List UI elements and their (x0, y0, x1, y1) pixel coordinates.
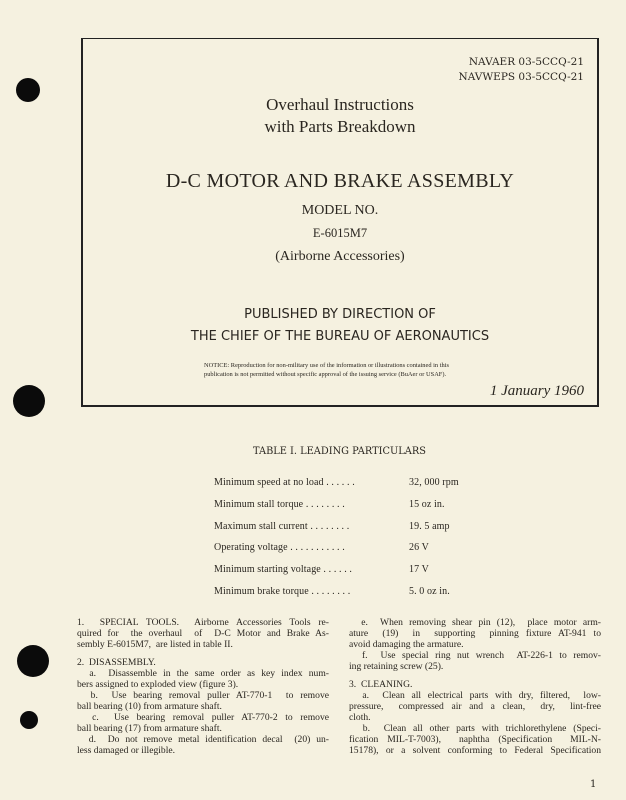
table-row (214, 477, 514, 491)
body-column-left (77, 617, 329, 756)
row-label: Minimum starting voltage . . . . . . (214, 564, 353, 576)
paragraph (77, 690, 329, 712)
authority-line: THE CHIEF OF THE BUREAU OF AERONAUTICS (190, 329, 490, 344)
page-number: 1 (590, 779, 597, 790)
text-line: cloth. (349, 712, 371, 723)
text-line: avoid damaging the armature. (349, 639, 464, 650)
doc-number: NAVWEPS 03-5CCQ-21 (458, 71, 584, 83)
text-line: ing retaining screw (25). (349, 661, 444, 672)
paragraph (77, 668, 329, 690)
paragraph (77, 734, 329, 756)
text-line: b. Clean all other parts with trichlorethylene (Speci- (349, 723, 601, 734)
binder-hole (17, 645, 49, 677)
text-line: ature (19) in supporting pinning fixture AT-941 to (349, 628, 601, 639)
paragraph (77, 712, 329, 734)
table-row (214, 586, 514, 600)
page-title: D-C MOTOR AND BRAKE ASSEMBLY (165, 170, 515, 192)
text-line: f. Use special ring nut wrench AT-226-1 to remov- (349, 650, 602, 661)
text-line: 2. DISASSEMBLY. (77, 657, 156, 668)
text-line: a. Clean all electrical parts with dry, filtered, low- (349, 690, 602, 701)
text-line: d. Do not remove metal identification decal (20) un- (77, 734, 329, 745)
text-line: quired for the overhaul of D-C Motor and Brake As- (77, 628, 329, 639)
subtitle-line: Overhaul Instructions (266, 95, 414, 114)
manufacturer: (Airborne Accessories) (275, 249, 405, 264)
text-line: pressure, compressed air and a clean, dry, lint-free (349, 701, 601, 712)
text-line: sembly E-6015M7, are listed in table II. (77, 639, 233, 650)
text-line: 3. CLEANING. (349, 679, 413, 690)
table-row (214, 564, 514, 578)
table-title: TABLE I. LEADING PARTICULARS (253, 446, 426, 457)
text-line: less damaged or illegible. (77, 745, 176, 756)
paragraph (349, 650, 601, 672)
text-line: a. Disassemble in the same order as key index num- (77, 668, 329, 679)
paragraph (349, 617, 601, 650)
paragraph (77, 617, 329, 650)
row-value: 26 V (409, 542, 429, 554)
row-label: Operating voltage . . . . . . . . . . . (214, 542, 345, 554)
authority (81, 304, 599, 348)
text-line: 1. SPECIAL TOOLS. Airborne Accessories Tools re- (77, 617, 329, 628)
row-value: 5. 0 oz in. (409, 586, 450, 597)
model-number: E-6015M7 (312, 226, 368, 240)
doc-number: NAVAER 03-5CCQ-21 (468, 56, 584, 68)
text-line: b. Use bearing removal puller AT-770-1 to remove (77, 690, 329, 701)
doc-numbers (459, 55, 584, 85)
row-label: Minimum brake torque . . . . . . . . (214, 586, 351, 597)
paragraph-gap (349, 672, 601, 679)
row-value: 17 V (409, 564, 429, 576)
paragraph (349, 690, 601, 723)
row-label: Minimum stall torque . . . . . . . . (214, 498, 345, 510)
notice-line: NOTICE: Reproduction for non-military use of the information or illustrations contained in this (204, 362, 449, 369)
text-line: c. Use bearing removal puller AT-770-2 to remove (77, 712, 330, 723)
row-value: 19. 5 amp (409, 520, 450, 532)
row-label: Minimum speed at no load . . . . . . (214, 477, 355, 488)
model-label: MODEL NO. (301, 203, 379, 218)
text-line: e. When removing shear pin (12), place motor arm- (349, 617, 601, 628)
notice-line: publication is not permitted without specific approval of the issuing service (BuAer or USAF). (204, 371, 447, 378)
notice (204, 361, 449, 379)
binder-hole (20, 711, 38, 729)
paragraph-gap (77, 650, 329, 657)
paragraph (349, 679, 601, 690)
table-row (214, 542, 514, 556)
text-line: fication MIL-T-7003), naphtha (Specification MIL-N- (349, 734, 601, 745)
row-label: Maximum stall current . . . . . . . . (214, 520, 350, 532)
row-value: 32, 000 rpm (409, 477, 459, 488)
text-line: ball bearing (17) from armature shaft. (77, 723, 222, 734)
text-line: ball bearing (10) from armature shaft. (77, 701, 222, 712)
table-row (214, 521, 514, 535)
binder-hole (16, 78, 40, 102)
text-line: 15178), or a solvent conforming to Federal Specification (349, 745, 601, 756)
paragraph (77, 657, 329, 668)
text-line: bers assigned to exploded view (figure 3). (77, 679, 239, 690)
publication-date: 1 January 1960 (489, 383, 584, 399)
table-row (214, 499, 514, 513)
body-column-right (349, 617, 601, 756)
subtitle-line: with Parts Breakdown (264, 117, 416, 136)
authority-line: PUBLISHED BY DIRECTION OF (244, 307, 436, 322)
binder-hole (13, 385, 45, 417)
row-value: 15 oz in. (409, 498, 445, 510)
paragraph (349, 723, 601, 756)
subtitle (81, 94, 599, 138)
